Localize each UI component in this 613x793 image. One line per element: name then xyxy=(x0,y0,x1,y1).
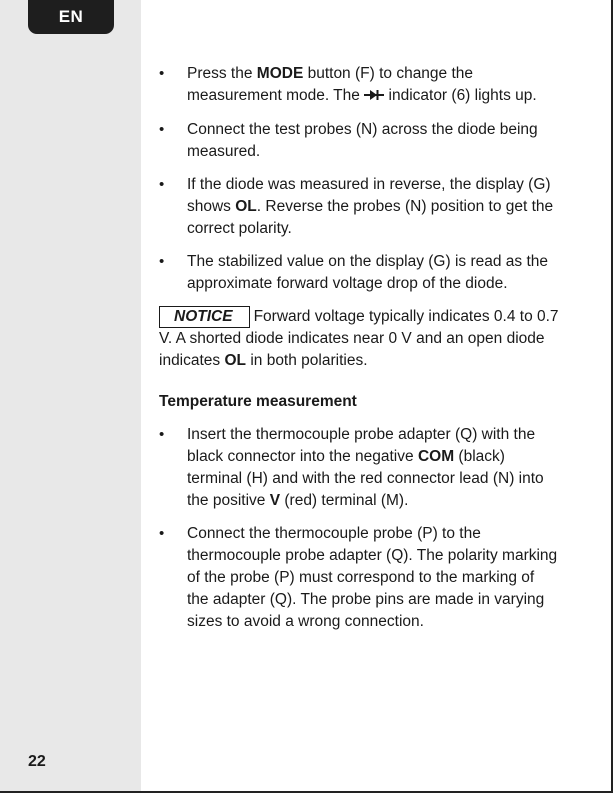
notice-label: NOTICE xyxy=(159,306,250,328)
text: Press the xyxy=(187,65,257,82)
text: in both polarities. xyxy=(246,352,368,369)
temperature-steps xyxy=(159,424,559,633)
list-item xyxy=(159,251,559,295)
text: Connect the test probes (N) across the diode being measured. xyxy=(187,121,538,160)
page-number: 22 xyxy=(28,753,46,770)
notice-paragraph xyxy=(159,306,559,372)
left-margin-bar xyxy=(0,0,141,793)
text: (black) terminal (H) and with the red connector lead (N) into the positive xyxy=(187,448,544,509)
com-terminal-text: COM xyxy=(417,448,455,465)
list-item xyxy=(159,523,559,633)
text: If the diode was measured in reverse, the display (G) shows xyxy=(187,176,551,215)
section-heading: Temperature measurement xyxy=(159,393,357,410)
text: indicator (6) lights up. xyxy=(384,87,537,104)
text: . Reverse the probes (N) position to get the correct polarity. xyxy=(187,198,554,237)
mode-button-label: MODE xyxy=(256,65,304,82)
text: Forward voltage typically indicates 0.4 to 0.7 V. A shorted diode indicates near 0 V and an open diode indicates xyxy=(159,308,559,369)
text: Connect the thermocouple probe (P) to the thermocouple probe adapter (Q). The polarity marking of the probe (P) must correspond to the marking of the adapter (Q). The probe pins are made in varying sizes to avoid a wrong connection. xyxy=(187,525,558,630)
text: The stabilized value on the display (G) is read as the approximate forward voltage drop of the diode. xyxy=(187,253,548,292)
text: button (F) to change the measurement mode. The xyxy=(187,65,474,104)
text: Insert the thermocouple probe adapter (Q) with the black connector into the negative xyxy=(187,426,536,465)
ol-indicator-text: OL xyxy=(235,198,257,215)
language-tab: EN xyxy=(28,0,114,34)
list-item xyxy=(159,174,559,240)
diode-symbol-icon xyxy=(364,86,384,108)
ol-indicator-text: OL xyxy=(224,352,247,369)
text: (red) terminal (M). xyxy=(280,492,409,509)
list-item xyxy=(159,119,559,163)
v-terminal-text: V xyxy=(269,492,281,509)
list-item xyxy=(159,424,559,512)
main-content xyxy=(159,63,559,644)
list-item xyxy=(159,63,559,108)
diode-test-steps xyxy=(159,63,559,295)
